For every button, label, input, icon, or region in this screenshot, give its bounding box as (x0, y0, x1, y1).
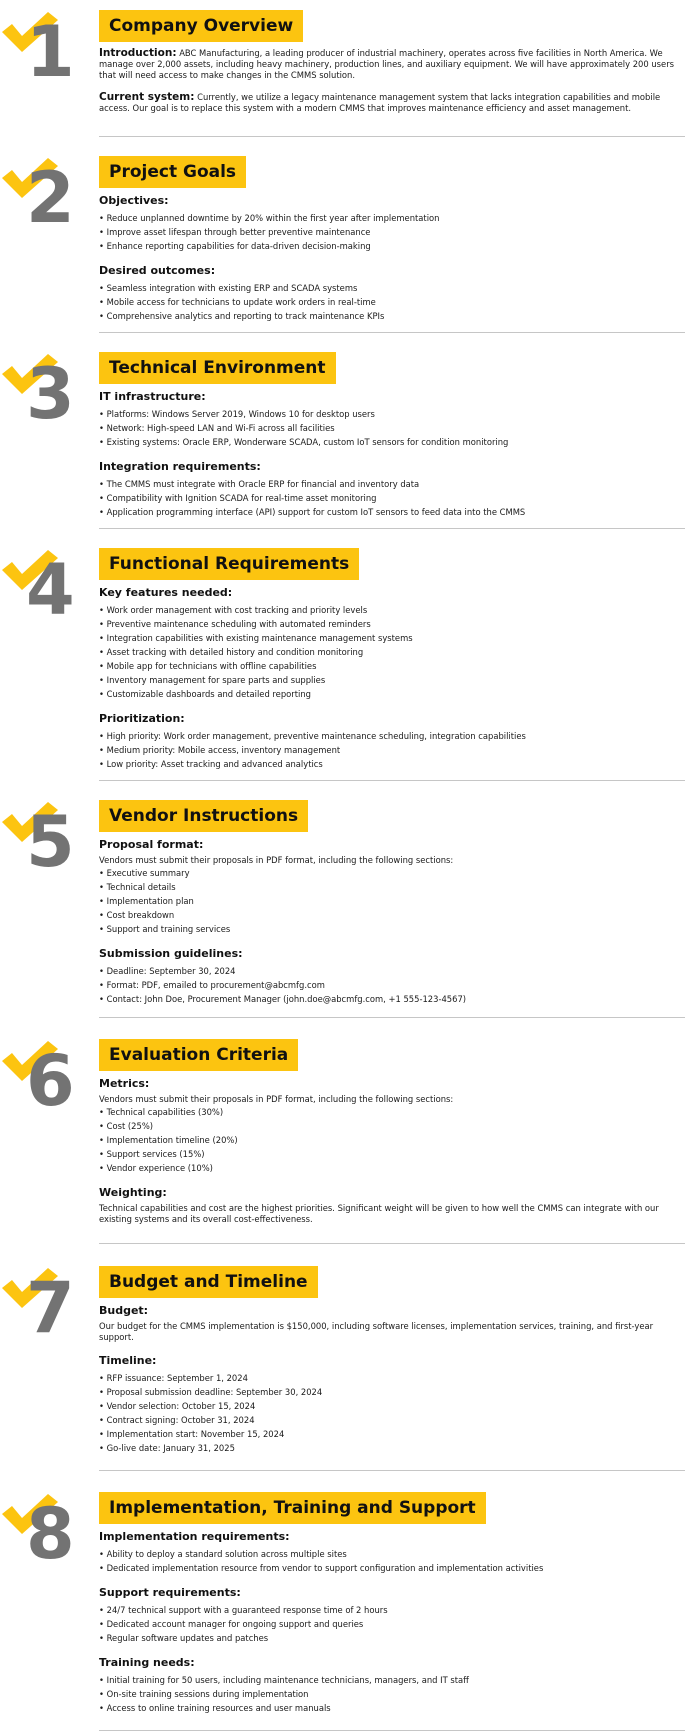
list-item: • Implementation timeline (20%) (99, 1133, 679, 1147)
section-divider (99, 332, 685, 333)
list-item: • Low priority: Asset tracking and advanced analytics (99, 757, 679, 771)
section-number-badge (0, 1492, 90, 1575)
section-number-badge (0, 10, 90, 93)
section-title: Budget and Timeline (109, 1272, 308, 1292)
list-item: • Mobile access for technicians to update work orders in real-time (99, 295, 679, 309)
list-item: • Executive summary (99, 866, 679, 880)
section-title: Company Overview (109, 16, 294, 36)
section-title-box (99, 1492, 486, 1524)
paragraph-label: Current system: (99, 91, 195, 103)
section-title-box (99, 548, 359, 580)
list-item: • Regular software updates and patches (99, 1631, 679, 1645)
section-title-box (99, 156, 246, 188)
subheading: Budget: (99, 1304, 149, 1317)
list-item: • Seamless integration with existing ERP and SCADA systems (99, 281, 679, 295)
list-item: • Reduce unplanned downtime by 20% within the first year after implementation (99, 211, 679, 225)
list-item: • Work order management with cost tracking and priority levels (99, 603, 679, 617)
list-item: • Support services (15%) (99, 1147, 679, 1161)
subheading: Integration requirements: (99, 460, 261, 473)
section-title: Technical Environment (109, 358, 326, 378)
list-item: • Vendor experience (10%) (99, 1161, 679, 1175)
section-body (99, 1077, 679, 1225)
list-item: • Vendor selection: October 15, 2024 (99, 1399, 679, 1413)
subheading: Metrics: (99, 1077, 150, 1090)
list-item: • RFP issuance: September 1, 2024 (99, 1371, 679, 1385)
paragraph-text: Currently, we utilize a legacy maintenance management system that lacks integration capabilities and mobile access. Our goal is to replace this system with a modern CMMS that improves maintenance efficiency and asset management. (99, 92, 661, 113)
subheading: Timeline: (99, 1354, 157, 1367)
section-body (99, 390, 679, 519)
section-number: 1 (26, 11, 73, 93)
list-item: • Enhance reporting capabilities for data-driven decision-making (99, 239, 679, 253)
block-gap (99, 1645, 679, 1656)
block-gap (99, 936, 679, 947)
section-title: Vendor Instructions (109, 806, 299, 826)
list-item: • Cost (25%) (99, 1119, 679, 1133)
list-item: • Platforms: Windows Server 2019, Windows 10 for desktop users (99, 407, 679, 421)
section-body (99, 48, 679, 114)
section-divider (99, 528, 685, 529)
paragraph (99, 48, 679, 81)
block-gap (99, 449, 679, 460)
list-item: • Dedicated implementation resource from vendor to support configuration and implementation activities (99, 1561, 679, 1575)
paragraph-text: ABC Manufacturing, a leading producer of industrial machinery, operates across five facilities in North America. We manage over 2,000 assets, including heavy machinery, production lines, and auxiliary equipment. We will have approximately 200 users that will need access to make changes in the CMMS solution. (99, 48, 675, 80)
list-item: • Compatibility with Ignition SCADA for real-time asset monitoring (99, 491, 679, 505)
list-item: • Deadline: September 30, 2024 (99, 964, 679, 978)
list-item: • Implementation start: November 15, 2024 (99, 1427, 679, 1441)
section-number-badge (0, 1039, 90, 1122)
block-gap (99, 1575, 679, 1586)
subheading: Prioritization: (99, 712, 185, 725)
subheading: Support requirements: (99, 1586, 241, 1599)
list-item: • High priority: Work order management, preventive maintenance scheduling, integration capabilities (99, 729, 679, 743)
list-item: • 24/7 technical support with a guaranteed response time of 2 hours (99, 1603, 679, 1617)
list-item: • On-site training sessions during implementation (99, 1687, 679, 1701)
list-item: • Inventory management for spare parts and supplies (99, 673, 679, 687)
section-number: 2 (26, 157, 73, 239)
list-item: • Technical capabilities (30%) (99, 1105, 679, 1119)
list-item: • Access to online training resources and user manuals (99, 1701, 679, 1715)
list-item: • Go-live date: January 31, 2025 (99, 1441, 679, 1455)
section-divider (99, 780, 685, 781)
section-number: 6 (26, 1040, 73, 1122)
section-title: Evaluation Criteria (109, 1045, 289, 1065)
intro-text: Technical capabilities and cost are the highest priorities. Significant weight will be given to how well the CMMS can integrate with our existing systems and its overall cost-effectiveness. (99, 1203, 659, 1224)
subheading: Implementation requirements: (99, 1530, 290, 1543)
subheading: Proposal format: (99, 838, 204, 851)
list-item: • Comprehensive analytics and reporting to track maintenance KPIs (99, 309, 679, 323)
section-title-box (99, 352, 336, 384)
section-title-box (99, 10, 303, 42)
section-body (99, 838, 679, 1006)
section-divider (99, 1243, 685, 1244)
section-title: Functional Requirements (109, 554, 350, 574)
block-gap (99, 1175, 679, 1186)
section-body (99, 1304, 679, 1455)
intro-text: Our budget for the CMMS implementation is $150,000, including software licenses, implementation services, training, and first-year support. (99, 1321, 654, 1342)
block-gap (99, 701, 679, 712)
list-item: • Implementation plan (99, 894, 679, 908)
list-item: • Technical details (99, 880, 679, 894)
subheading: Submission guidelines: (99, 947, 243, 960)
section-title: Implementation, Training and Support (109, 1498, 476, 1518)
list-item: • Initial training for 50 users, including maintenance technicians, managers, and IT staff (99, 1673, 679, 1687)
list-item: • Mobile app for technicians with offline capabilities (99, 659, 679, 673)
list-item: • Contact: John Doe, Procurement Manager (john.doe@abcmfg.com, +1 555-123-4567) (99, 992, 679, 1006)
section-number-badge (0, 548, 90, 631)
block-gap (99, 1343, 679, 1354)
section-divider (99, 1017, 685, 1018)
section-title-box (99, 1039, 298, 1071)
list-item: • Customizable dashboards and detailed reporting (99, 687, 679, 701)
intro-text: Vendors must submit their proposals in PDF format, including the following sections: (99, 1094, 454, 1104)
section-number: 5 (26, 801, 73, 883)
list-item: • Ability to deploy a standard solution across multiple sites (99, 1547, 679, 1561)
section-body (99, 586, 679, 771)
section-divider (99, 136, 685, 137)
list-item: • Preventive maintenance scheduling with automated reminders (99, 617, 679, 631)
section-number: 8 (26, 1493, 73, 1575)
list-item: • The CMMS must integrate with Oracle ERP for financial and inventory data (99, 477, 679, 491)
subheading: IT infrastructure: (99, 390, 206, 403)
section-title: Project Goals (109, 162, 237, 182)
subheading: Desired outcomes: (99, 264, 216, 277)
section-divider (99, 1470, 685, 1471)
list-item: • Existing systems: Oracle ERP, Wonderware SCADA, custom IoT sensors for condition monitoring (99, 435, 679, 449)
section-number-badge (0, 1266, 90, 1349)
section-body (99, 1530, 679, 1715)
section-number: 7 (26, 1267, 73, 1349)
section-title-box (99, 1266, 318, 1298)
subheading: Key features needed: (99, 586, 233, 599)
list-item: • Support and training services (99, 922, 679, 936)
subheading: Training needs: (99, 1656, 195, 1669)
intro-text: Vendors must submit their proposals in PDF format, including the following sections: (99, 855, 454, 865)
list-item: • Proposal submission deadline: September 30, 2024 (99, 1385, 679, 1399)
section-number-badge (0, 352, 90, 435)
list-item: • Application programming interface (API) support for custom IoT sensors to feed data into the CMMS (99, 505, 679, 519)
list-item: • Improve asset lifespan through better preventive maintenance (99, 225, 679, 239)
list-item: • Integration capabilities with existing maintenance management systems (99, 631, 679, 645)
subheading: Objectives: (99, 194, 169, 207)
section-number-badge (0, 800, 90, 883)
list-item: • Medium priority: Mobile access, inventory management (99, 743, 679, 757)
list-item: • Cost breakdown (99, 908, 679, 922)
section-number: 4 (26, 549, 73, 631)
list-item: • Contract signing: October 31, 2024 (99, 1413, 679, 1427)
section-number-badge (0, 156, 90, 239)
paragraph-label: Introduction: (99, 47, 177, 59)
section-body (99, 194, 679, 323)
list-item: • Format: PDF, emailed to procurement@abcmfg.com (99, 978, 679, 992)
list-item: • Asset tracking with detailed history and condition monitoring (99, 645, 679, 659)
paragraph (99, 92, 679, 114)
subheading: Weighting: (99, 1186, 167, 1199)
list-item: • Network: High-speed LAN and Wi-Fi across all facilities (99, 421, 679, 435)
section-title-box (99, 800, 308, 832)
block-gap (99, 253, 679, 264)
section-number: 3 (26, 353, 73, 435)
list-item: • Dedicated account manager for ongoing support and queries (99, 1617, 679, 1631)
